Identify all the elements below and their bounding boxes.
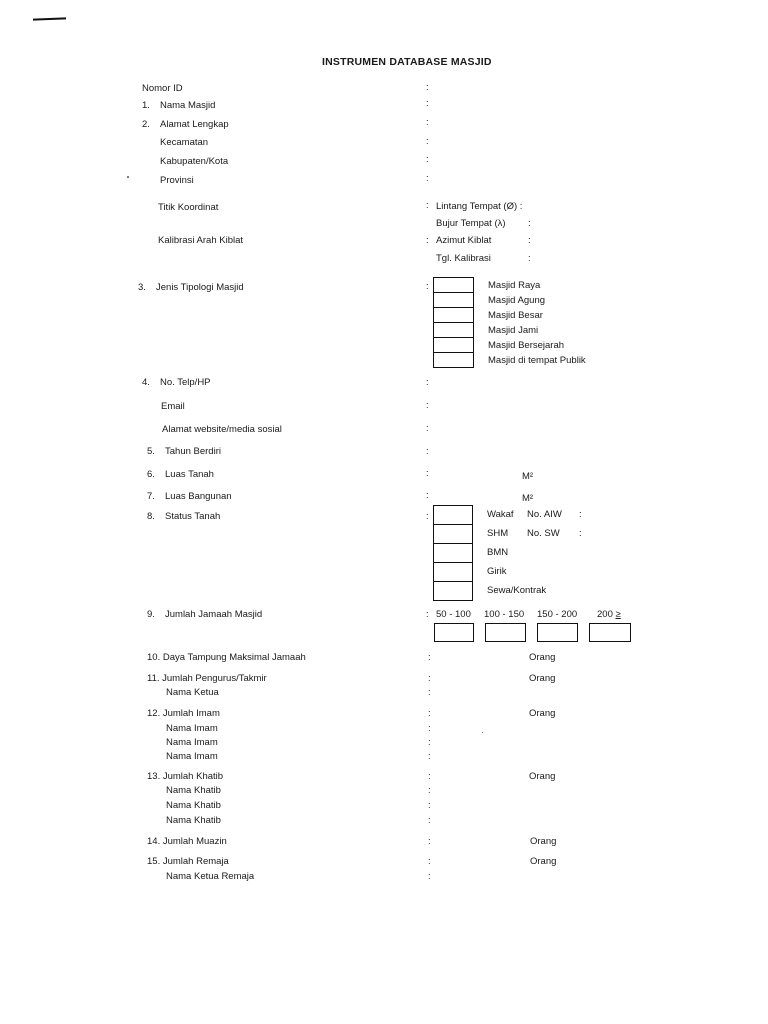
jenis-tipologi-label: Jenis Tipologi Masjid <box>156 282 244 293</box>
item-number: 1. <box>142 100 150 111</box>
nama-khatib-label: Nama Khatib <box>166 800 221 811</box>
tgl-kalibrasi-label: Tgl. Kalibrasi <box>436 253 491 264</box>
item-number: 5. <box>147 446 155 457</box>
item-number: 8. <box>147 511 155 522</box>
page-title: INSTRUMEN DATABASE MASJID <box>322 56 492 68</box>
jamaah-range: 150 - 200 <box>537 609 578 620</box>
colon: : <box>426 235 429 246</box>
nama-imam-label: Nama Imam <box>166 737 218 748</box>
pen-mark <box>33 17 66 20</box>
tipologi-checkbox-agung[interactable] <box>433 292 474 308</box>
nama-ketua-label: Nama Ketua <box>166 687 219 698</box>
tipologi-checkbox-bersejarah[interactable] <box>433 337 474 353</box>
jamaah-checkbox-50-100[interactable] <box>434 623 474 642</box>
colon: : <box>426 468 429 479</box>
kabupaten-label: Kabupaten/Kota <box>160 156 229 167</box>
colon: : <box>428 785 431 796</box>
colon: : <box>428 871 431 882</box>
jamaah-range-last <box>597 610 621 620</box>
unit-m2: M² <box>522 471 534 482</box>
jumlah-jamaah-label: Jumlah Jamaah Masjid <box>165 609 263 620</box>
colon: : <box>428 800 431 811</box>
item-number: 2. <box>142 119 150 130</box>
tipologi-option: Masjid Jami <box>488 325 539 336</box>
jamaah-checkbox-150-200[interactable] <box>537 623 578 642</box>
pengurus-label: 11. Jumlah Pengurus/Takmir <box>147 673 267 684</box>
no-sw-label: No. SW <box>527 528 560 539</box>
item-number: 7. <box>147 491 155 502</box>
jamaah-checkbox-100-150[interactable] <box>485 623 526 642</box>
jamaah-range: 200 <box>597 609 613 620</box>
luas-tanah-label: Luas Tanah <box>165 469 214 480</box>
item-number: 6. <box>147 469 155 480</box>
unit-orang: Orang <box>530 856 557 867</box>
status-checkbox-girik[interactable] <box>433 562 473 582</box>
colon: : <box>426 490 429 501</box>
colon: : <box>426 136 429 147</box>
colon: : <box>428 723 431 734</box>
no-aiw-label: No. AIW <box>527 509 562 520</box>
imam-label: 12. Jumlah Imam <box>147 708 220 719</box>
colon: : <box>428 708 431 719</box>
status-checkbox-bmn[interactable] <box>433 543 473 563</box>
scan-speck <box>127 176 129 178</box>
status-checkbox-wakaf[interactable] <box>433 505 473 525</box>
unit-orang: Orang <box>529 771 556 782</box>
colon: : <box>428 687 431 698</box>
colon: : <box>426 200 429 211</box>
tipologi-option: Masjid di tempat Publik <box>488 355 586 366</box>
nama-ketua-remaja-label: Nama Ketua Remaja <box>166 871 255 882</box>
email-label: Email <box>161 401 185 412</box>
tahun-berdiri-label: Tahun Berdiri <box>165 446 221 457</box>
colon: : <box>428 815 431 826</box>
tipologi-checkbox-besar[interactable] <box>433 307 474 323</box>
item-number: 9. <box>147 609 155 620</box>
tipologi-checkbox-raya[interactable] <box>433 277 474 293</box>
colon: : <box>428 751 431 762</box>
status-option: Wakaf <box>487 509 514 520</box>
colon: : <box>426 400 429 411</box>
status-option: Girik <box>487 566 507 577</box>
tipologi-option: Masjid Bersejarah <box>488 340 565 351</box>
unit-orang: Orang <box>529 673 556 684</box>
bujur-label: Bujur Tempat (λ) <box>436 218 506 229</box>
colon: : <box>428 737 431 748</box>
status-option: BMN <box>487 547 509 558</box>
nama-khatib-label: Nama Khatib <box>166 815 221 826</box>
colon: : <box>579 528 582 539</box>
jamaah-checkbox-200-plus[interactable] <box>589 623 631 642</box>
colon: : <box>579 509 582 520</box>
tipologi-checkbox-publik[interactable] <box>433 352 474 368</box>
provinsi-label: Provinsi <box>160 175 194 186</box>
nama-masjid-label: Nama Masjid <box>160 100 216 111</box>
nomor-id-label: Nomor ID <box>142 83 183 94</box>
nama-imam-label: Nama Imam <box>166 751 218 762</box>
colon: : <box>426 446 429 457</box>
alamat-label: Alamat Lengkap <box>160 119 229 130</box>
colon: : <box>426 609 429 620</box>
unit-m2: M² <box>522 493 534 504</box>
ge-symbol: ≥ <box>615 609 621 620</box>
colon: : <box>426 154 429 165</box>
colon: : <box>428 652 431 663</box>
tipologi-checkbox-jami[interactable] <box>433 322 474 338</box>
website-label: Alamat website/media sosial <box>162 424 282 435</box>
luas-bangunan-label: Luas Bangunan <box>165 491 232 502</box>
colon: : <box>428 771 431 782</box>
colon: : <box>426 377 429 388</box>
colon: : <box>528 235 531 246</box>
item-number: 4. <box>142 377 150 388</box>
colon: : <box>428 856 431 867</box>
jamaah-range: 50 - 100 <box>436 609 471 620</box>
tipologi-option: Masjid Besar <box>488 310 543 321</box>
scan-speck <box>482 732 483 733</box>
colon: : <box>528 253 531 264</box>
lintang-label: Lintang Tempat (Ø) : <box>436 201 523 212</box>
unit-orang: Orang <box>529 652 556 663</box>
status-checkbox-sewa[interactable] <box>433 581 473 601</box>
item-number: 3. <box>138 282 146 293</box>
azimut-label: Azimut Kiblat <box>436 235 492 246</box>
unit-orang: Orang <box>530 836 557 847</box>
nama-khatib-label: Nama Khatib <box>166 785 221 796</box>
kecamatan-label: Kecamatan <box>160 137 209 148</box>
colon: : <box>528 218 531 229</box>
tipologi-option: Masjid Agung <box>488 295 546 306</box>
status-option: SHM <box>487 528 509 539</box>
colon: : <box>426 511 429 522</box>
khatib-label: 13. Jumlah Khatib <box>147 771 224 782</box>
colon: : <box>426 423 429 434</box>
jamaah-range: 100 - 150 <box>484 609 525 620</box>
colon: : <box>426 117 429 128</box>
status-tanah-label: Status Tanah <box>165 511 221 522</box>
unit-orang: Orang <box>529 708 556 719</box>
remaja-label: 15. Jumlah Remaja <box>147 856 229 867</box>
nama-imam-label: Nama Imam <box>166 723 218 734</box>
tipologi-option: Masjid Raya <box>488 280 541 291</box>
status-option: Sewa/Kontrak <box>487 585 547 596</box>
colon: : <box>426 82 429 93</box>
colon: : <box>428 836 431 847</box>
telp-label: No. Telp/HP <box>160 377 211 388</box>
colon: : <box>426 173 429 184</box>
status-checkbox-shm[interactable] <box>433 524 473 544</box>
daya-tampung-label: 10. Daya Tampung Maksimal Jamaah <box>147 652 306 663</box>
kalibrasi-label: Kalibrasi Arah Kiblat <box>158 235 244 246</box>
muazin-label: 14. Jumlah Muazin <box>147 836 227 847</box>
titik-koordinat-label: Titik Koordinat <box>158 202 219 213</box>
colon: : <box>428 673 431 684</box>
colon: : <box>426 98 429 109</box>
colon: : <box>426 281 429 292</box>
